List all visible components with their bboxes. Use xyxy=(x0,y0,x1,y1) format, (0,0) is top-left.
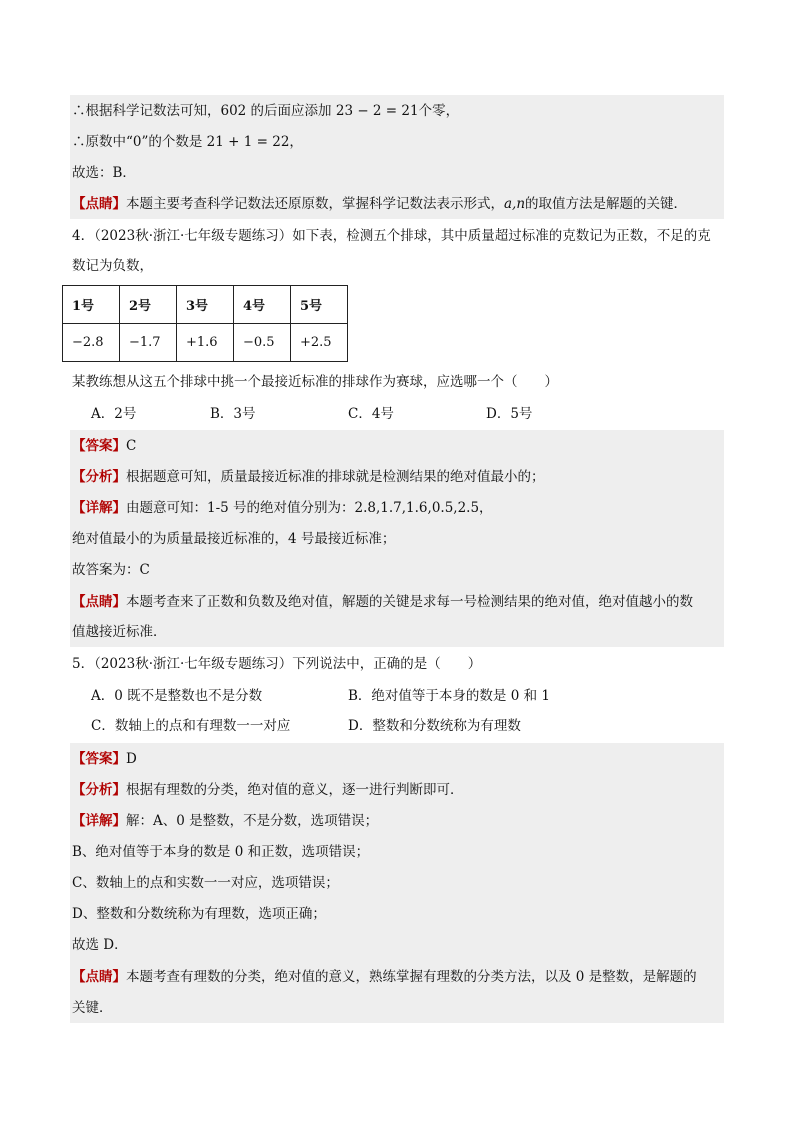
analysis-tag: 【分析】 xyxy=(72,469,126,485)
note-tag: 【点睛】 xyxy=(72,594,126,610)
q5-note-1 xyxy=(72,967,697,987)
q4-analysis xyxy=(72,467,545,487)
q4-question: 某教练想从这五个排球中挑一个最接近标准的排球作为赛球，应选哪一个（ ） xyxy=(72,374,558,390)
table-header-cell: 3号 xyxy=(177,286,234,324)
q4-detail-3: 故答案为：C xyxy=(72,562,150,578)
q3-line-3: 故选：B． xyxy=(72,165,136,181)
q5-analysis xyxy=(72,780,464,800)
q4-stem-line-2: 数记为负数， xyxy=(72,258,153,274)
note-text-a: 本题主要考查科学记数法还原原数，掌握科学记数法表示形式， xyxy=(126,196,504,212)
note-vars: a,n xyxy=(504,196,526,212)
table-header-cell: 1号 xyxy=(63,286,120,324)
q5-detail-2: B、绝对值等于本身的数是 0 和正数，选项错误； xyxy=(72,844,370,860)
detail-text: 由题意可知：1-5 号的绝对值分别为：2.8,1.7,1.6,0.5,2.5， xyxy=(126,500,493,516)
q4-option-a: A．2号 xyxy=(91,406,137,422)
table-value-cell: +2.5 xyxy=(291,324,348,362)
table-value-cell: +1.6 xyxy=(177,324,234,362)
q5-detail-1 xyxy=(72,811,378,831)
q5-option-b: B．绝对值等于本身的数是 0 和 1 xyxy=(348,688,550,704)
q4-note-1 xyxy=(72,592,693,612)
detail-tag: 【详解】 xyxy=(72,500,126,516)
note-text: 本题考查来了正数和负数及绝对值，解题的关键是求每一号检测结果的绝对值，绝对值越小的数 xyxy=(126,594,693,610)
q5-detail-4: D、整数和分数统称为有理数，选项正确； xyxy=(72,906,326,922)
q5-stem: 5．（2023秋·浙江·七年级专题练习）下列说法中，正确的是（ ） xyxy=(72,656,482,672)
analysis-text: 根据有理数的分类，绝对值的意义，逐一进行判断即可． xyxy=(126,782,464,798)
q5-detail-3: C、数轴上的点和实数一一对应，选项错误； xyxy=(72,875,339,891)
q4-option-d: D．5号 xyxy=(486,406,533,422)
q4-detail-2: 绝对值最小的为质量最接近标准的，4 号最接近标准； xyxy=(72,531,396,547)
answer-value: D xyxy=(126,751,137,767)
table-header-cell: 4号 xyxy=(234,286,291,324)
q4-note-2: 值越接近标准． xyxy=(72,624,167,640)
q4-answer xyxy=(72,436,136,456)
q5-option-d: D．整数和分数统称为有理数 xyxy=(348,718,521,734)
table-value-cell: −2.8 xyxy=(63,324,120,362)
q5-note-2: 关键． xyxy=(72,1000,113,1016)
table-header-cell: 2号 xyxy=(120,286,177,324)
note-text-b: 的取值方法是解题的关键． xyxy=(525,196,688,212)
answer-value: C xyxy=(126,438,137,454)
note-text: 本题考查有理数的分类，绝对值的意义，熟练掌握有理数的分类方法，以及 0 是整数，是解题的 xyxy=(126,969,697,985)
note-tag: 【点睛】 xyxy=(72,196,126,212)
table-value-cell: −1.7 xyxy=(120,324,177,362)
table-header-cell: 5号 xyxy=(291,286,348,324)
q5-option-c: C．数轴上的点和有理数一一对应 xyxy=(91,718,291,734)
q4-volleyball-table xyxy=(62,285,348,362)
q4-option-b: B．3号 xyxy=(210,406,256,422)
answer-tag: 【答案】 xyxy=(72,751,126,767)
analysis-tag: 【分析】 xyxy=(72,782,126,798)
answer-tag: 【答案】 xyxy=(72,438,126,454)
q4-stem-line-1: 4．（2023秋·浙江·七年级专题练习）如下表，检测五个排球，其中质量超过标准的克数记为正数，不足的克 xyxy=(72,228,711,244)
detail-text: 解：A、0 是整数，不是分数，选项错误； xyxy=(126,813,379,829)
q5-detail-5: 故选 D． xyxy=(72,937,128,953)
q3-note xyxy=(72,194,687,214)
q4-detail-1 xyxy=(72,498,493,518)
q3-line-2: ∴原数中“0”的个数是 21 + 1 = 22， xyxy=(72,134,303,150)
analysis-text: 根据题意可知，质量最接近标准的排球就是检测结果的绝对值最小的； xyxy=(126,469,545,485)
q3-line-1: ∴根据科学记数法可知，602 的后面应添加 23 − 2 = 21个零， xyxy=(72,103,460,119)
q5-option-a: A．0 既不是整数也不是分数 xyxy=(91,688,263,704)
q5-answer xyxy=(72,749,137,769)
q4-option-c: C．4号 xyxy=(348,406,394,422)
detail-tag: 【详解】 xyxy=(72,813,126,829)
note-tag: 【点睛】 xyxy=(72,969,126,985)
table-value-cell: −0.5 xyxy=(234,324,291,362)
